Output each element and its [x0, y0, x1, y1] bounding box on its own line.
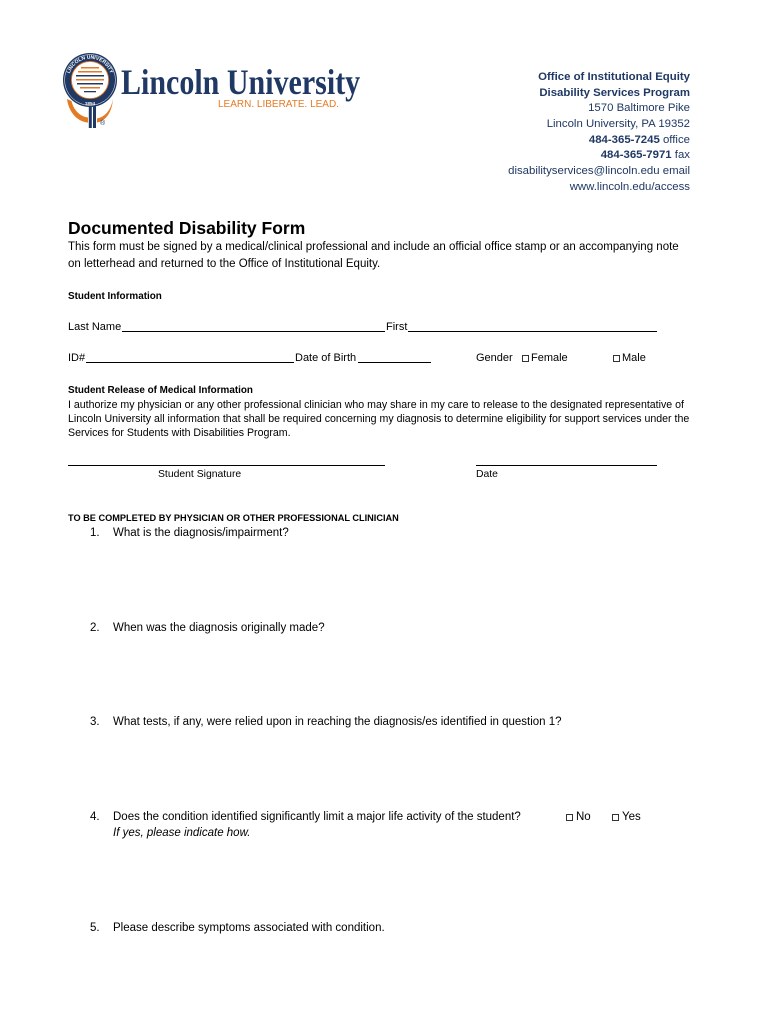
email-line [508, 164, 690, 180]
seal-stem-right [93, 106, 96, 128]
student-signature-field[interactable] [68, 465, 385, 466]
yes-checkbox-icon[interactable] [612, 814, 619, 821]
university-seal [58, 48, 126, 132]
release-text-line: Lincoln University all information that shall be required concerning my diagnosis to determine eligibility for support services under the [68, 413, 690, 425]
release-text-line: I authorize my physician or any other professional clinician who may share in my care to release to the designated representative of [68, 399, 684, 411]
release-text-line: Services for Students with Disabilities Program. [68, 427, 291, 439]
date-of-birth-field[interactable] [358, 351, 431, 363]
male-option-label: Male [622, 352, 646, 364]
fax-label: fax [674, 149, 690, 162]
last-name-label: Last Name [68, 321, 122, 333]
no-option-label: No [576, 811, 591, 823]
intro-line: This form must be signed by a medical/clinical professional and include an official office stamp or an accompanying note [68, 241, 679, 253]
seal-stem-left [89, 106, 92, 128]
question-text: When was the diagnosis originally made? [113, 622, 325, 634]
logo-tagline: LEARN. LIBERATE. LEAD. [218, 99, 339, 110]
logo-wordmark: Lincoln University [121, 62, 361, 103]
yes-option-label: Yes [622, 811, 641, 823]
question-text: What tests, if any, were relied upon in reaching the diagnosis/es identified in question 1? [113, 716, 562, 728]
female-checkbox-icon[interactable] [522, 355, 529, 362]
male-checkbox-icon[interactable] [613, 355, 620, 362]
phone-label: office [662, 133, 690, 146]
question-number: 2. [90, 622, 100, 634]
female-option-label: Female [531, 352, 568, 364]
signature-date-field[interactable] [476, 465, 657, 466]
registered-mark: ® [100, 120, 106, 127]
question-text: Does the condition identified significantly limit a major life activity of the student? [113, 811, 521, 823]
fax-line [508, 148, 690, 164]
office-name: Office of Institutional Equity [538, 71, 690, 83]
seal-year: 1854 [84, 100, 96, 106]
first-name-field[interactable] [408, 320, 657, 332]
website-link[interactable]: www.lincoln.edu/access [569, 180, 690, 193]
no-checkbox-icon[interactable] [566, 814, 573, 821]
date-of-birth-label: Date of Birth [295, 352, 357, 364]
student-information-heading: Student Information [68, 291, 162, 302]
form-title: Documented Disability Form [68, 218, 306, 238]
office-contact-block [508, 70, 690, 196]
city-state-zip: Lincoln University, PA 19352 [546, 118, 690, 131]
question-text: Please describe symptoms associated with condition. [113, 922, 385, 934]
last-name-field[interactable] [122, 320, 385, 332]
email-label: email [662, 165, 690, 178]
email-link[interactable]: disabilityservices@lincoln.edu [508, 165, 660, 178]
release-heading: Student Release of Medical Information [68, 385, 253, 396]
id-label: ID# [68, 352, 86, 364]
gender-label: Gender [476, 352, 513, 364]
question-number: 4. [90, 811, 100, 823]
question-number: 1. [90, 527, 100, 539]
question-number: 3. [90, 716, 100, 728]
question-note: If yes, please indicate how. [113, 827, 251, 839]
seal-ring-text: LINCOLN UNIVERSITY [65, 54, 115, 75]
signature-date-label: Date [476, 469, 498, 480]
question-text: What is the diagnosis/impairment? [113, 527, 289, 539]
intro-line: on letterhead and returned to the Office of Institutional Equity. [68, 258, 381, 270]
program-name: Disability Services Program [539, 86, 690, 99]
first-name-label: First [386, 321, 408, 333]
student-signature-label: Student Signature [158, 469, 242, 480]
phone-number: 484-365-7245 [588, 133, 660, 146]
fax-number: 484-365-7971 [600, 149, 672, 162]
phone-line [508, 133, 690, 149]
question-number: 5. [90, 922, 100, 934]
clinician-section-heading: TO BE COMPLETED BY PHYSICIAN OR OTHER PROFESSIONAL CLINICIAN [68, 513, 399, 523]
street-address: 1570 Baltimore Pike [588, 102, 690, 115]
id-field[interactable] [86, 351, 294, 363]
